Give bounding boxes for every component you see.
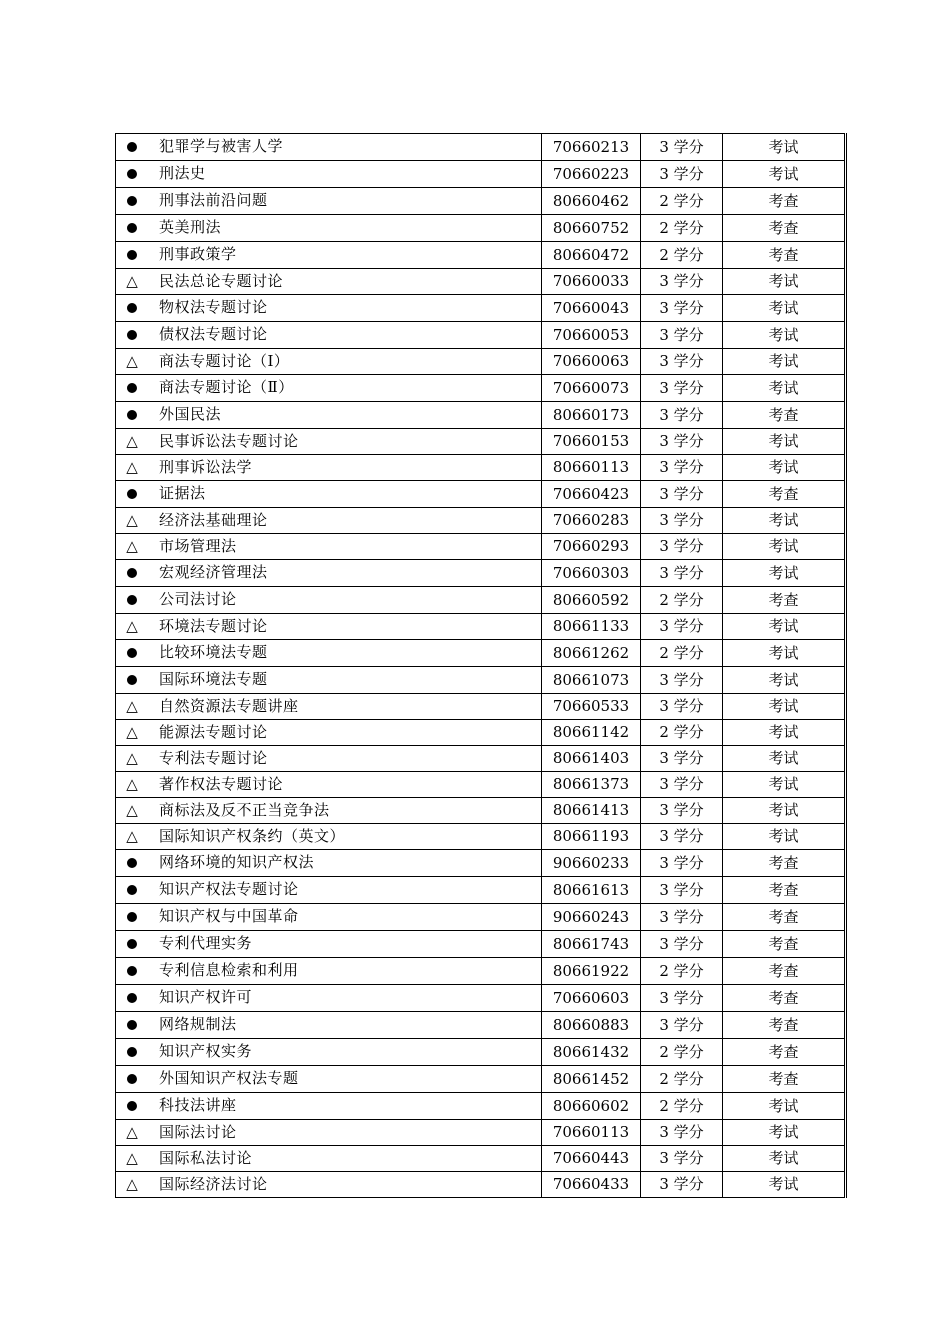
- course-assessment: 考试: [723, 1093, 846, 1120]
- course-assessment: 考试: [723, 746, 846, 772]
- course-assessment: 考试: [723, 429, 846, 455]
- course-name-cell: [116, 824, 542, 850]
- course-assessment: 考试: [723, 508, 846, 534]
- course-credit: 2 学分: [641, 1093, 723, 1120]
- course-credit: 2 学分: [641, 587, 723, 614]
- course-credit: 2 学分: [641, 1039, 723, 1066]
- course-assessment: 考试: [723, 772, 846, 798]
- course-code: 80661073: [542, 667, 641, 694]
- course-name-cell: [116, 295, 542, 322]
- course-code: 70660073: [542, 375, 641, 402]
- table-row: [116, 161, 846, 188]
- course-assessment: 考查: [723, 931, 846, 958]
- course-name: 国际法讨论: [159, 1123, 237, 1141]
- required-dot-icon: [117, 851, 147, 876]
- course-code: 70660533: [542, 694, 641, 720]
- course-name: 英美刑法: [159, 218, 222, 236]
- course-code: 70660053: [542, 322, 641, 349]
- course-name-cell: [116, 1012, 542, 1039]
- course-name: 刑事政策学: [159, 245, 237, 263]
- course-credit: 3 学分: [641, 904, 723, 931]
- course-name: 证据法: [159, 484, 206, 502]
- course-name: 民事诉讼法专题讨论: [159, 432, 299, 450]
- course-name-cell: [116, 850, 542, 877]
- course-code: 80661413: [542, 798, 641, 824]
- course-name: 民法总论专题讨论: [159, 272, 284, 290]
- course-code: 80660113: [542, 455, 641, 481]
- course-code: 80661133: [542, 614, 641, 640]
- course-name-cell: [116, 534, 542, 560]
- course-code: 80661373: [542, 772, 641, 798]
- course-code: 80661403: [542, 746, 641, 772]
- table-row: [116, 429, 846, 455]
- table-row: [116, 1066, 846, 1093]
- elective-triangle-icon: △: [126, 617, 138, 635]
- table-row: [116, 614, 846, 640]
- course-name-cell: [116, 720, 542, 746]
- course-credit: 2 学分: [641, 640, 723, 667]
- course-credit: 3 学分: [641, 429, 723, 455]
- required-dot-icon: [117, 189, 147, 214]
- course-credit: 3 学分: [641, 746, 723, 772]
- course-assessment: 考试: [723, 640, 846, 667]
- course-credit: 3 学分: [641, 1146, 723, 1172]
- course-credit: 3 学分: [641, 534, 723, 560]
- elective-triangle-icon: △: [126, 697, 138, 715]
- course-name: 国际环境法专题: [159, 670, 268, 688]
- required-dot-icon: [117, 1013, 147, 1038]
- table-row: [116, 134, 846, 161]
- course-name: 经济法基础理论: [159, 511, 268, 529]
- table-row: [116, 560, 846, 587]
- course-name-cell: [116, 931, 542, 958]
- course-assessment: 考试: [723, 455, 846, 481]
- course-credit: 3 学分: [641, 134, 723, 161]
- required-dot-icon: [117, 959, 147, 984]
- required-dot-icon: [117, 905, 147, 930]
- course-assessment: 考试: [723, 269, 846, 295]
- table-row: [116, 1093, 846, 1120]
- course-credit: 2 学分: [641, 720, 723, 746]
- table-row: [116, 694, 846, 720]
- course-assessment: 考试: [723, 1120, 846, 1146]
- course-code: 70660433: [542, 1172, 641, 1198]
- required-dot-icon: [117, 162, 147, 187]
- course-name-cell: [116, 215, 542, 242]
- course-assessment: 考试: [723, 560, 846, 587]
- elective-triangle-icon: △: [126, 1149, 138, 1167]
- course-credit: 3 学分: [641, 614, 723, 640]
- table-row: [116, 904, 846, 931]
- course-name-cell: [116, 508, 542, 534]
- course-assessment: 考试: [723, 720, 846, 746]
- course-credit: 3 学分: [641, 772, 723, 798]
- course-name-cell: [116, 242, 542, 269]
- course-code: 70660113: [542, 1120, 641, 1146]
- course-credit: 3 学分: [641, 269, 723, 295]
- course-assessment: 考试: [723, 798, 846, 824]
- course-code: 80660592: [542, 587, 641, 614]
- course-name: 外国知识产权法专题: [159, 1069, 299, 1087]
- course-name: 科技法讲座: [159, 1096, 237, 1114]
- course-code: 70660303: [542, 560, 641, 587]
- course-name: 刑法史: [159, 164, 206, 182]
- course-credit: 3 学分: [641, 1120, 723, 1146]
- required-dot-icon: [117, 878, 147, 903]
- elective-triangle-icon: △: [126, 723, 138, 741]
- required-dot-icon: [117, 588, 147, 613]
- course-code: 90660233: [542, 850, 641, 877]
- course-code: 80661262: [542, 640, 641, 667]
- course-name-cell: [116, 560, 542, 587]
- table-row: [116, 455, 846, 481]
- course-credit: 2 学分: [641, 1066, 723, 1093]
- course-assessment: 考试: [723, 667, 846, 694]
- course-code: 70660283: [542, 508, 641, 534]
- course-name: 市场管理法: [159, 537, 237, 555]
- table-row: [116, 215, 846, 242]
- table-row: [116, 772, 846, 798]
- course-credit: 3 学分: [641, 481, 723, 508]
- table-row: [116, 746, 846, 772]
- course-name-cell: [116, 1039, 542, 1066]
- course-name: 国际知识产权条约（英文）: [159, 827, 346, 845]
- course-name: 比较环境法专题: [159, 643, 268, 661]
- table-row: [116, 824, 846, 850]
- course-name-cell: [116, 161, 542, 188]
- elective-triangle-icon: △: [126, 749, 138, 767]
- course-code: 90660243: [542, 904, 641, 931]
- course-credit: 3 学分: [641, 931, 723, 958]
- required-dot-icon: [117, 323, 147, 348]
- course-name-cell: [116, 429, 542, 455]
- table-row: [116, 1120, 846, 1146]
- course-name-cell: [116, 269, 542, 295]
- table-row: [116, 877, 846, 904]
- course-name: 专利信息检索和利用: [159, 961, 299, 979]
- course-name: 著作权法专题讨论: [159, 775, 284, 793]
- course-assessment: 考试: [723, 534, 846, 560]
- course-name: 债权法专题讨论: [159, 325, 268, 343]
- required-dot-icon: [117, 986, 147, 1011]
- course-name: 犯罪学与被害人学: [159, 137, 284, 155]
- course-code: 70660043: [542, 295, 641, 322]
- course-assessment: 考试: [723, 349, 846, 375]
- course-name-cell: [116, 667, 542, 694]
- elective-triangle-icon: △: [126, 458, 138, 476]
- course-code: 80661922: [542, 958, 641, 985]
- elective-triangle-icon: △: [126, 775, 138, 793]
- table-row: [116, 402, 846, 429]
- required-dot-icon: [117, 243, 147, 268]
- course-assessment: 考查: [723, 877, 846, 904]
- course-name: 专利代理实务: [159, 934, 253, 952]
- course-credit: 3 学分: [641, 1012, 723, 1039]
- course-table-body: [116, 134, 846, 1198]
- course-code: 70660423: [542, 481, 641, 508]
- course-name: 商法专题讨论（Ⅱ）: [159, 378, 294, 396]
- table-row: [116, 242, 846, 269]
- course-code: 80660752: [542, 215, 641, 242]
- table-row: [116, 931, 846, 958]
- elective-triangle-icon: △: [126, 827, 138, 845]
- course-assessment: 考试: [723, 694, 846, 720]
- course-assessment: 考查: [723, 242, 846, 269]
- course-code: 80660472: [542, 242, 641, 269]
- course-name: 物权法专题讨论: [159, 298, 268, 316]
- course-name-cell: [116, 322, 542, 349]
- course-assessment: 考查: [723, 1066, 846, 1093]
- table-row: [116, 375, 846, 402]
- course-name: 知识产权与中国革命: [159, 907, 299, 925]
- course-code: 80661613: [542, 877, 641, 904]
- course-name-cell: [116, 1066, 542, 1093]
- required-dot-icon: [117, 1040, 147, 1065]
- course-name-cell: [116, 402, 542, 429]
- course-name-cell: [116, 877, 542, 904]
- course-name-cell: [116, 746, 542, 772]
- required-dot-icon: [117, 561, 147, 586]
- course-credit: 3 学分: [641, 667, 723, 694]
- course-credit: 2 学分: [641, 188, 723, 215]
- course-assessment: 考查: [723, 904, 846, 931]
- required-dot-icon: [117, 216, 147, 241]
- course-assessment: 考查: [723, 402, 846, 429]
- course-name-cell: [116, 587, 542, 614]
- course-credit: 3 学分: [641, 295, 723, 322]
- course-code: 80661743: [542, 931, 641, 958]
- course-name: 外国民法: [159, 405, 222, 423]
- table-row: [116, 958, 846, 985]
- course-code: 70660443: [542, 1146, 641, 1172]
- course-credit: 3 学分: [641, 455, 723, 481]
- required-dot-icon: [117, 641, 147, 666]
- course-code: 70660603: [542, 985, 641, 1012]
- course-credit: 3 学分: [641, 694, 723, 720]
- course-assessment: 考试: [723, 1146, 846, 1172]
- course-name: 能源法专题讨论: [159, 723, 268, 741]
- course-name: 国际私法讨论: [159, 1149, 253, 1167]
- course-name-cell: [116, 904, 542, 931]
- course-name: 自然资源法专题讲座: [159, 697, 299, 715]
- course-assessment: 考查: [723, 587, 846, 614]
- course-code: 70660153: [542, 429, 641, 455]
- course-assessment: 考查: [723, 1012, 846, 1039]
- course-name-cell: [116, 481, 542, 508]
- table-row: [116, 295, 846, 322]
- required-dot-icon: [117, 296, 147, 321]
- table-row: [116, 1012, 846, 1039]
- course-name: 知识产权法专题讨论: [159, 880, 299, 898]
- course-credit: 3 学分: [641, 1172, 723, 1198]
- course-name-cell: [116, 640, 542, 667]
- course-assessment: 考试: [723, 824, 846, 850]
- table-row: [116, 587, 846, 614]
- table-row: [116, 269, 846, 295]
- course-credit: 3 学分: [641, 349, 723, 375]
- table-row: [116, 534, 846, 560]
- course-code: 70660063: [542, 349, 641, 375]
- course-table: [115, 133, 847, 1198]
- course-name: 环境法专题讨论: [159, 617, 268, 635]
- course-name-cell: [116, 455, 542, 481]
- course-name-cell: [116, 1120, 542, 1146]
- table-row: [116, 1146, 846, 1172]
- course-credit: 2 学分: [641, 958, 723, 985]
- required-dot-icon: [117, 932, 147, 957]
- course-code: 70660033: [542, 269, 641, 295]
- course-name-cell: [116, 614, 542, 640]
- course-credit: 3 学分: [641, 375, 723, 402]
- course-assessment: 考试: [723, 375, 846, 402]
- course-name-cell: [116, 375, 542, 402]
- table-row: [116, 640, 846, 667]
- elective-triangle-icon: △: [126, 272, 138, 290]
- required-dot-icon: [117, 668, 147, 693]
- course-code: 80660883: [542, 1012, 641, 1039]
- course-name-cell: [116, 1172, 542, 1198]
- course-name-cell: [116, 694, 542, 720]
- course-assessment: 考查: [723, 215, 846, 242]
- required-dot-icon: [117, 1067, 147, 1092]
- table-row: [116, 1172, 846, 1198]
- course-code: 80661193: [542, 824, 641, 850]
- course-name: 商标法及反不正当竞争法: [159, 801, 330, 819]
- course-assessment: 考试: [723, 614, 846, 640]
- table-row: [116, 322, 846, 349]
- course-assessment: 考试: [723, 134, 846, 161]
- elective-triangle-icon: △: [126, 1175, 138, 1193]
- elective-triangle-icon: △: [126, 352, 138, 370]
- elective-triangle-icon: △: [126, 801, 138, 819]
- course-credit: 2 学分: [641, 215, 723, 242]
- course-assessment: 考试: [723, 1172, 846, 1198]
- table-row: [116, 798, 846, 824]
- course-name: 宏观经济管理法: [159, 563, 268, 581]
- table-row: [116, 720, 846, 746]
- course-code: 70660223: [542, 161, 641, 188]
- required-dot-icon: [117, 482, 147, 507]
- course-name: 商法专题讨论（Ⅰ）: [159, 352, 290, 370]
- table-row: [116, 985, 846, 1012]
- course-name-cell: [116, 349, 542, 375]
- required-dot-icon: [117, 376, 147, 401]
- course-name: 知识产权许可: [159, 988, 253, 1006]
- course-credit: 3 学分: [641, 877, 723, 904]
- course-credit: 2 学分: [641, 242, 723, 269]
- course-name-cell: [116, 958, 542, 985]
- required-dot-icon: [117, 403, 147, 428]
- course-assessment: 考查: [723, 188, 846, 215]
- course-code: 70660213: [542, 134, 641, 161]
- elective-triangle-icon: △: [126, 537, 138, 555]
- course-name-cell: [116, 188, 542, 215]
- course-assessment: 考试: [723, 322, 846, 349]
- course-assessment: 考查: [723, 1039, 846, 1066]
- elective-triangle-icon: △: [126, 511, 138, 529]
- course-credit: 3 学分: [641, 560, 723, 587]
- course-credit: 3 学分: [641, 402, 723, 429]
- table-row: [116, 508, 846, 534]
- course-code: 80661432: [542, 1039, 641, 1066]
- table-row: [116, 850, 846, 877]
- table-row: [116, 1039, 846, 1066]
- course-assessment: 考查: [723, 481, 846, 508]
- course-credit: 3 学分: [641, 798, 723, 824]
- course-assessment: 考查: [723, 958, 846, 985]
- course-assessment: 考试: [723, 295, 846, 322]
- course-name: 网络环境的知识产权法: [159, 853, 315, 871]
- required-dot-icon: [117, 135, 147, 160]
- course-credit: 3 学分: [641, 508, 723, 534]
- course-name: 国际经济法讨论: [159, 1175, 268, 1193]
- course-name: 网络规制法: [159, 1015, 237, 1033]
- course-code: 80660602: [542, 1093, 641, 1120]
- course-credit: 3 学分: [641, 322, 723, 349]
- table-row: [116, 188, 846, 215]
- course-code: 80660462: [542, 188, 641, 215]
- required-dot-icon: [117, 1094, 147, 1119]
- course-credit: 3 学分: [641, 161, 723, 188]
- course-name: 刑事诉讼法学: [159, 458, 253, 476]
- course-code: 80661142: [542, 720, 641, 746]
- course-name: 知识产权实务: [159, 1042, 253, 1060]
- course-code: 80660173: [542, 402, 641, 429]
- course-name-cell: [116, 772, 542, 798]
- course-name-cell: [116, 985, 542, 1012]
- course-name: 刑事法前沿问题: [159, 191, 268, 209]
- course-name-cell: [116, 798, 542, 824]
- course-credit: 3 学分: [641, 850, 723, 877]
- course-name: 公司法讨论: [159, 590, 237, 608]
- course-assessment: 考查: [723, 985, 846, 1012]
- course-name-cell: [116, 1093, 542, 1120]
- course-name-cell: [116, 1146, 542, 1172]
- course-code: 80661452: [542, 1066, 641, 1093]
- table-row: [116, 667, 846, 694]
- course-credit: 3 学分: [641, 985, 723, 1012]
- elective-triangle-icon: △: [126, 1123, 138, 1141]
- course-assessment: 考查: [723, 850, 846, 877]
- course-code: 70660293: [542, 534, 641, 560]
- course-name-cell: [116, 134, 542, 161]
- table-row: [116, 481, 846, 508]
- course-credit: 3 学分: [641, 824, 723, 850]
- elective-triangle-icon: △: [126, 432, 138, 450]
- course-name: 专利法专题讨论: [159, 749, 268, 767]
- course-assessment: 考试: [723, 161, 846, 188]
- table-row: [116, 349, 846, 375]
